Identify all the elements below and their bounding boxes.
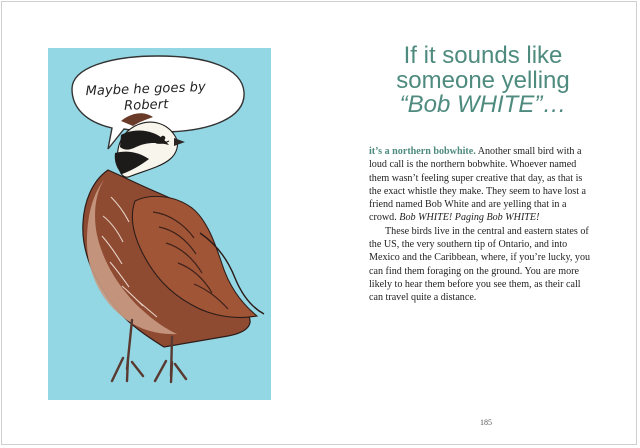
page-number: 185 (480, 418, 492, 427)
speech-bubble-text: Maybe he goes by Robert (85, 79, 207, 114)
bobwhite-illustration (48, 48, 271, 400)
body-copy (369, 145, 595, 305)
paragraph-1-italic-text: Bob WHITE! Paging Bob WHITE! (399, 212, 540, 224)
right-page (320, 0, 640, 448)
paragraph-1 (369, 145, 595, 225)
headline-line-1: If it sounds like (403, 42, 563, 69)
headline-line-2: someone yelling (396, 66, 570, 94)
paragraph-2: These birds live in the central and eastern states of the US, the very southern tip of Ontario, and into Mexico and the Caribbean, where, if you’re lucky, you can find them foraging on the ground. You are more likely to hear them before you see them, as their call can travel quite a distance. (369, 225, 591, 304)
lead-in: it’s a northern bobwhite. (369, 146, 476, 157)
section-headline (368, 44, 598, 118)
headline-line-3: “Bob WHITE”… (399, 91, 567, 119)
paragraph-1-text: Another small bird with a loud call is the northern bobwhite. Whoever named them wasn’t feeling super creative that day, as that is the exact whistle they make. They seem to have lost a friend named Bob White and are yelling that in a crowd. (369, 146, 587, 224)
